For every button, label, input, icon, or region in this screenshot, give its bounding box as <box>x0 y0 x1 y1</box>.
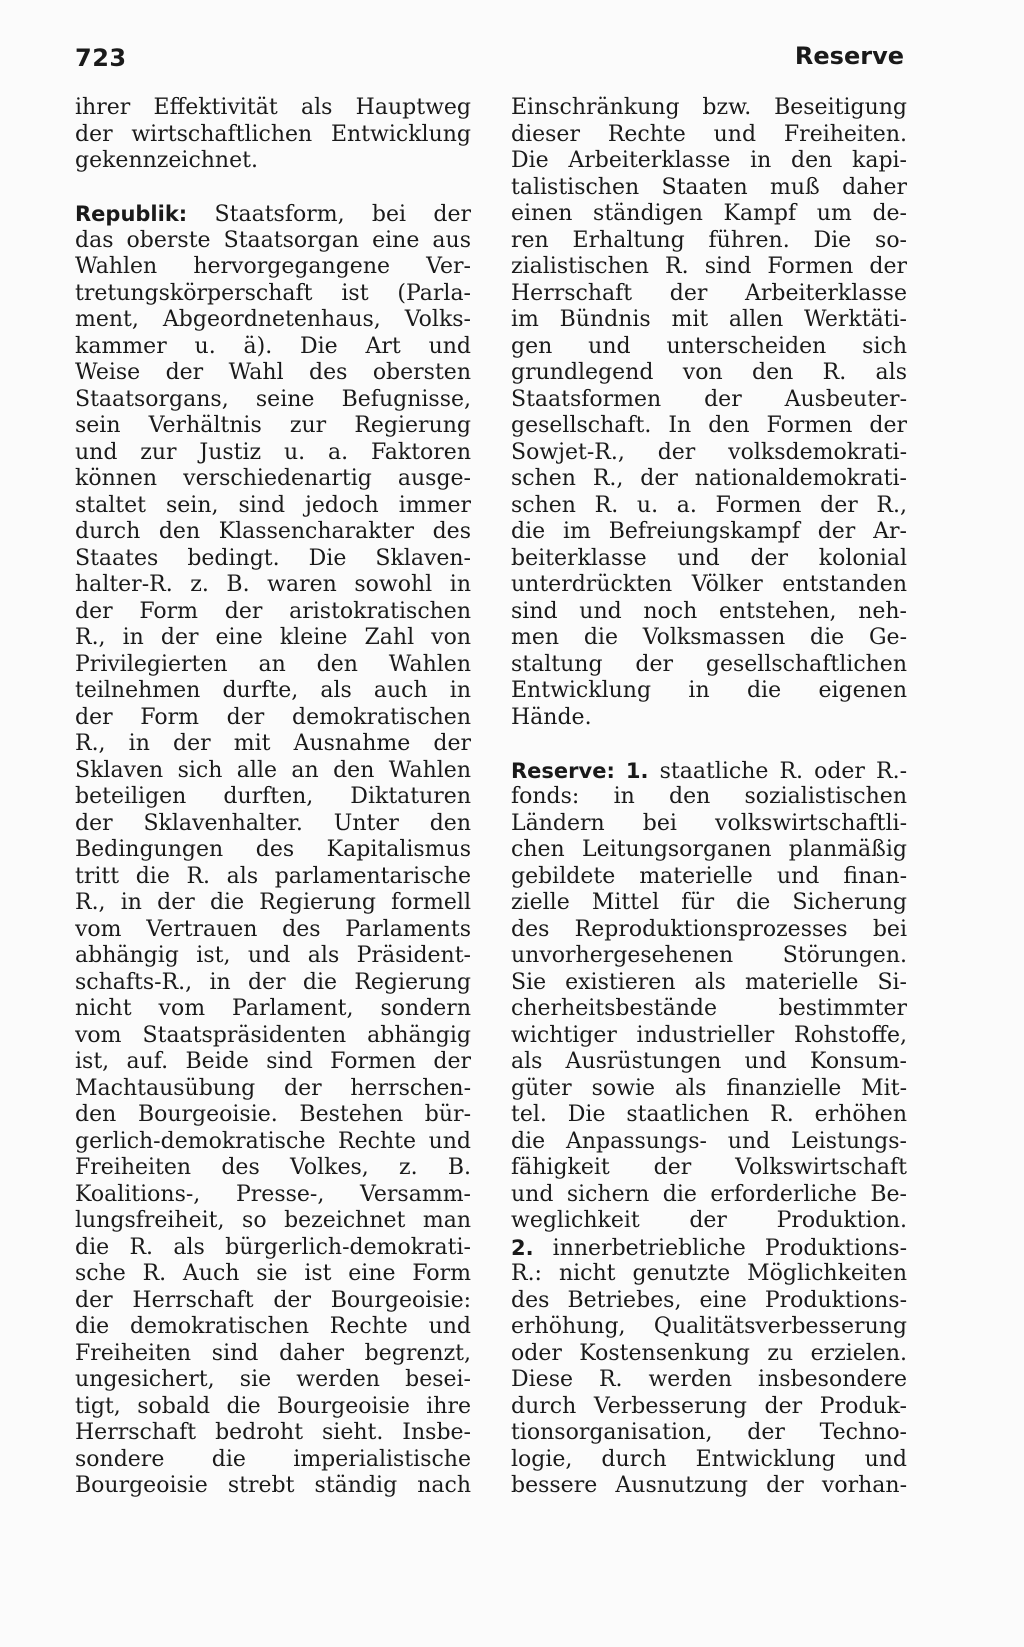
text-line: den Bourgeoisie. Bestehen bür- <box>75 1102 471 1127</box>
text-line: tritt die R. als parlamentarische <box>75 863 471 889</box>
text-line: der Form der aristokratischen <box>75 598 471 624</box>
text-line: Sklaven sich alle an den Wahlen <box>75 757 471 783</box>
text-line: chen Leitungsorganen planmäßig <box>511 837 907 862</box>
text-fragment: staatliche R. oder R.- <box>659 758 907 784</box>
text-line: ment, Abgeordnetenhaus, Volks- <box>75 307 471 332</box>
text-line: des Betriebes, eine Produktions- <box>511 1287 907 1313</box>
text-line: der Sklavenhalter. Unter den <box>75 810 471 836</box>
text-line: beiterklasse und der kolonial <box>511 545 907 571</box>
headword-reserve: Reserve: <box>511 758 615 783</box>
text-line: teilnehmen durfte, als auch in <box>75 678 471 703</box>
entry-reserve-sense-2-line <box>511 1235 907 1262</box>
text-line: R.: nicht genutzte Möglichkeiten <box>511 1261 907 1286</box>
text-line: gebildete materielle und finan- <box>511 863 907 889</box>
text-line: staltet sein, sind jedoch immer <box>75 492 471 518</box>
text-line: schafts-R., in der die Regierung <box>75 969 471 995</box>
text-line: sche R. Auch sie ist eine Form <box>75 1261 471 1286</box>
text-line: sind und noch entstehen, neh- <box>511 598 907 624</box>
entry-reserve-first-line <box>511 758 907 785</box>
text-line: der Herrschaft der Bourgeoisie: <box>75 1287 471 1313</box>
text-line: tigt, sobald die Bourgeoisie ihre <box>75 1393 471 1419</box>
right-column <box>511 95 907 1500</box>
text-line: ihrer Effektivität als Hauptweg <box>75 95 471 120</box>
text-line: das oberste Staatsorgan eine aus <box>75 227 471 253</box>
text-line: fonds: in den sozialistischen <box>511 784 907 809</box>
text-line: einen ständigen Kampf um de- <box>511 201 907 226</box>
text-line: Privilegierten an den Wahlen <box>75 651 471 677</box>
text-line: durch den Klassencharakter des <box>75 519 471 544</box>
text-line: R., in der die Regierung formell <box>75 890 471 915</box>
text-line: Staatsorgans, seine Befugnisse, <box>75 386 471 412</box>
text-line: Wahlen hervorgegangene Ver- <box>75 254 471 279</box>
text-line: talistischen Staaten muß daher <box>511 174 907 200</box>
text-line: beteiligen durften, Diktaturen <box>75 784 471 809</box>
running-head: Reserve <box>794 42 904 70</box>
text-line: ungesichert, sie werden besei- <box>75 1367 471 1392</box>
text-line: zialistischen R. sind Formen der <box>511 254 907 279</box>
text-line: Staatsformen der Ausbeuter- <box>511 386 907 412</box>
text-line: Freiheiten des Volkes, z. B. <box>75 1155 471 1180</box>
text-line: tretungskörperschaft ist (Parla- <box>75 280 471 306</box>
text-line: als Ausrüstungen und Konsum- <box>511 1049 907 1074</box>
text-line: R., in der eine kleine Zahl von <box>75 625 471 650</box>
text-line: grundlegend von den R. als <box>511 360 907 385</box>
paragraph-gap <box>75 175 471 202</box>
text-line: dieser Rechte und Freiheiten. <box>511 121 907 147</box>
text-line: Sowjet-R., der volksdemokrati- <box>511 439 907 465</box>
headword-republik: Republik: <box>75 202 188 226</box>
text-line: schen R., der nationaldemokrati- <box>511 466 907 491</box>
text-line: Weise der Wahl des obersten <box>75 360 471 385</box>
text-line: halter-R. z. B. waren sowohl in <box>75 572 471 597</box>
text-line: gesellschaft. In den Formen der <box>511 413 907 438</box>
text-line: Sie existieren als materielle Si- <box>511 969 907 995</box>
sense-number-2: 2. <box>511 1235 534 1260</box>
text-line: kammer u. ä). Die Art und <box>75 333 471 359</box>
text-line: gekennzeichnet. <box>75 148 258 173</box>
text-line: wichtiger industrieller Rohstoffe, <box>511 1022 907 1048</box>
text-line: Bourgeoisie strebt ständig nach <box>75 1473 471 1498</box>
text-line: vom Staatspräsidenten abhängig <box>75 1022 471 1048</box>
text-line: Entwicklung in die eigenen <box>511 678 907 703</box>
text-line: Die Arbeiterklasse in den kapi- <box>511 148 907 173</box>
text-line: Freiheiten sind daher begrenzt, <box>75 1340 471 1366</box>
sense-number-1: 1. <box>625 758 649 783</box>
text-line: Herrschaft der Arbeiterklasse <box>511 280 907 306</box>
text-line: nicht vom Parlament, sondern <box>75 996 471 1021</box>
page-number: 723 <box>75 44 127 72</box>
text-line: güter sowie als finanzielle Mit- <box>511 1075 907 1101</box>
text-line: die Anpassungs- und Leistungs- <box>511 1128 907 1154</box>
text-line: und zur Justiz u. a. Faktoren <box>75 439 471 465</box>
text-line: zielle Mittel für die Sicherung <box>511 890 907 915</box>
text-line: gerlich-demokratische Rechte und <box>75 1128 471 1154</box>
text-line: die demokratischen Rechte und <box>75 1314 471 1339</box>
text-line: durch Verbesserung der Produk- <box>511 1393 907 1419</box>
text-line: ist, auf. Beide sind Formen der <box>75 1049 471 1074</box>
text-line: die R. als bürgerlich-demokrati- <box>75 1234 471 1260</box>
text-line: der Form der demokratischen <box>75 704 471 730</box>
text-line: unvorhergesehenen Störungen. <box>511 943 907 968</box>
text-line: abhängig ist, und als Präsident- <box>75 943 471 968</box>
text-fragment: Staatsform, bei der <box>214 202 471 227</box>
text-fragment: innerbetriebliche Produktions- <box>552 1235 907 1261</box>
text-line: Diese R. werden insbesondere <box>511 1367 907 1392</box>
text-line: tel. Die staatlichen R. erhöhen <box>511 1102 907 1127</box>
text-line: schen R. u. a. Formen der R., <box>511 492 907 518</box>
text-line: lungsfreiheit, so bezeichnet man <box>75 1208 471 1233</box>
left-column <box>75 95 471 1500</box>
text-line: Koalitions-, Presse-, Versamm- <box>75 1181 471 1207</box>
text-line: cherheitsbestände bestimmter <box>511 996 907 1021</box>
text-line: im Bündnis mit allen Werktäti- <box>511 307 907 332</box>
text-line: staltung der gesellschaftlichen <box>511 651 907 677</box>
text-line: oder Kostensenkung zu erzielen. <box>511 1340 907 1366</box>
text-line: tionsorganisation, der Techno- <box>511 1420 907 1445</box>
text-line: Herrschaft bedroht sieht. Insbe- <box>75 1420 471 1445</box>
text-line: ren Erhaltung führen. Die so- <box>511 227 907 253</box>
text-line: Bedingungen des Kapitalismus <box>75 837 471 862</box>
text-line: Einschränkung bzw. Beseitigung <box>511 95 907 120</box>
text-line: die im Befreiungskampf der Ar- <box>511 519 907 544</box>
text-line: der wirtschaftlichen Entwicklung <box>75 121 471 147</box>
text-line: R., in der mit Ausnahme der <box>75 731 471 756</box>
text-line: vom Vertrauen des Parlaments <box>75 916 471 942</box>
text-line: können verschiedenartig ausge- <box>75 466 471 491</box>
text-line: sein Verhältnis zur Regierung <box>75 413 471 438</box>
text-line: fähigkeit der Volkswirtschaft <box>511 1155 907 1180</box>
text-line: men die Volksmassen die Ge- <box>511 625 907 650</box>
text-line: erhöhung, Qualitätsverbesserung <box>511 1314 907 1339</box>
text-line: logie, durch Entwicklung und <box>511 1446 907 1472</box>
text-line: des Reproduktionsprozesses bei <box>511 916 907 942</box>
text-line: gen und unterscheiden sich <box>511 333 907 359</box>
text-line: weglichkeit der Produktion. <box>511 1208 907 1233</box>
entry-republik-first-line <box>75 201 471 228</box>
text-line: Staates bedingt. Die Sklaven- <box>75 545 471 571</box>
text-line: bessere Ausnutzung der vorhan- <box>511 1473 907 1498</box>
text-line: Machtausübung der herrschen- <box>75 1075 471 1101</box>
text-line: Ländern bei volkswirtschaftli- <box>511 810 907 836</box>
text-line: Hände. <box>511 704 592 730</box>
text-line: unterdrückten Völker entstanden <box>511 572 907 597</box>
text-line: und sichern die erforderliche Be- <box>511 1181 907 1207</box>
paragraph-gap <box>511 731 907 758</box>
text-line: sondere die imperialistische <box>75 1446 471 1472</box>
